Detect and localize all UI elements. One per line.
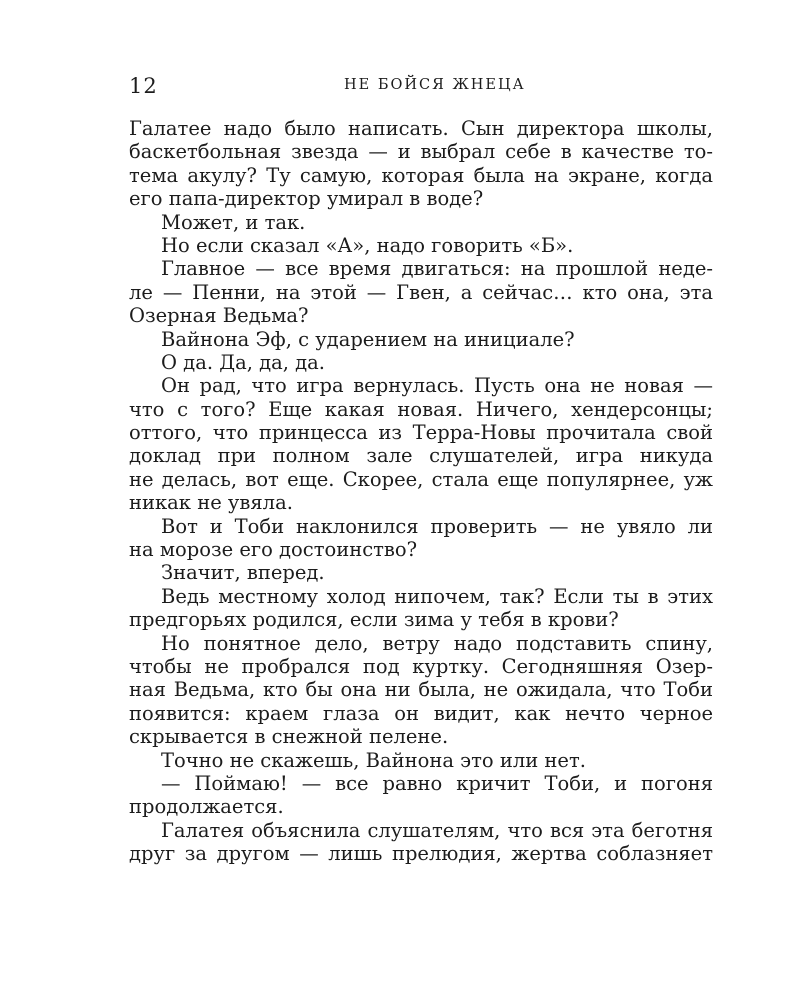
text-line: О да. Да, да, да.: [161, 350, 325, 374]
text-line: Точно не скажешь, Вайнона это или нет.: [161, 748, 586, 772]
text-line: чтобы не пробрался под куртку. Сегодняшняя Озер-: [129, 654, 713, 678]
text-line: продолжается.: [129, 795, 284, 819]
text-line: появится: краем глаза он видит, как нечто черное: [129, 701, 713, 725]
text-line: друг за другом — лишь прелюдия, жертва соблазняет: [129, 842, 713, 866]
text-line: ле — Пенни, на этой — Гвен, а сейчас… кто она, эта: [129, 280, 713, 304]
page-header: [129, 74, 713, 104]
page-number: 12: [129, 74, 158, 98]
text-line: на морозе его достоинство?: [129, 538, 418, 562]
text-line: никак не увяла.: [129, 491, 293, 515]
text-line: предгорьях родился, если зима у тебя в крови?: [129, 608, 619, 632]
text-line: Галатея объяснила слушателям, что вся эта беготня: [161, 818, 713, 842]
text-line: ная Ведьма, кто бы она ни была, не ожидала, что Тоби: [129, 678, 713, 702]
text-line: не делась, вот еще. Скорее, стала еще популярнее, уж: [129, 467, 713, 491]
text-line: тема акулу? Ту самую, которая была на экране, когда: [129, 163, 713, 187]
running-title: НЕ БОЙСЯ ЖНЕЦА: [344, 77, 526, 93]
text-line: его папа-директор умирал в воде?: [129, 187, 484, 211]
text-line: Вайнона Эф, с ударением на инициале?: [161, 327, 575, 351]
text-line: Главное — все время двигаться: на прошлой неде-: [161, 257, 713, 281]
text-line: Может, и так.: [161, 210, 306, 234]
text-line: оттого, что принцесса из Терра-Новы прочитала свой: [129, 421, 713, 445]
text-line: Ведь местному холод нипочем, так? Если ты в этих: [161, 584, 713, 608]
body-text: [129, 117, 713, 866]
text-line: Он рад, что игра вернулась. Пусть она не новая —: [161, 374, 713, 398]
text-line: скрывается в снежной пелене.: [129, 725, 449, 749]
text-line: Но понятное дело, ветру надо подставить спину,: [161, 631, 713, 655]
text-line: что с того? Еще какая новая. Ничего, хендерсонцы;: [129, 397, 713, 421]
text-line: Значит, вперед.: [161, 561, 325, 585]
text-line: доклад при полном зале слушателей, игра никуда: [129, 444, 713, 468]
text-line: Вот и Тоби наклонился проверить — не увяло ли: [161, 514, 713, 538]
text-line: Но если сказал «А», надо говорить «Б».: [161, 233, 574, 257]
text-line: Галатее надо было написать. Сын директора школы,: [129, 117, 713, 140]
text-line: — Поймаю! — все равно кричит Тоби, и погоня: [161, 771, 713, 795]
text-line: баскетбольная звезда — и выбрал себе в качестве то-: [129, 140, 713, 164]
text-line: Озерная Ведьма?: [129, 304, 309, 328]
